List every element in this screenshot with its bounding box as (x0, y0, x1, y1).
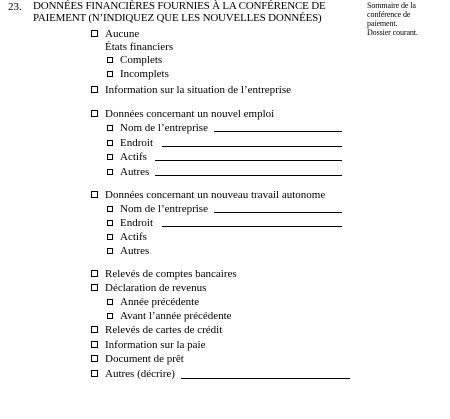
option-complets[interactable] (107, 54, 162, 67)
section-number: 23. (8, 1, 22, 13)
checkbox[interactable] (91, 30, 98, 37)
option-label: Information sur la situation de l’entreprise (105, 84, 292, 96)
checkbox[interactable] (91, 355, 98, 362)
option-emploi-autres[interactable] (107, 166, 149, 179)
option-document-pret[interactable] (91, 353, 184, 366)
option-label: Aucune (105, 28, 140, 40)
option-emploi-actifs[interactable] (107, 151, 147, 164)
checkbox[interactable] (107, 206, 113, 212)
checkbox[interactable] (107, 313, 113, 319)
option-label: Données concernant un nouveau travail autonome (105, 189, 326, 201)
checkbox[interactable] (91, 270, 98, 277)
option-releves-bancaires[interactable] (91, 268, 237, 281)
option-etats-financiers-label: États financiers (105, 41, 174, 53)
option-label: Document de prêt (105, 353, 184, 365)
emploi-nom-line[interactable] (214, 131, 342, 132)
option-emploi-nom[interactable] (107, 122, 208, 135)
option-incomplets[interactable] (107, 68, 169, 81)
sidenote-line-3: paiement. (367, 19, 398, 28)
option-information-situation[interactable] (91, 84, 291, 97)
option-autres-decrire[interactable] (91, 368, 175, 381)
checkbox[interactable] (91, 191, 98, 198)
section-heading (33, 1, 353, 24)
option-label: Nom de l’entreprise (120, 122, 208, 134)
option-label: Complets (120, 54, 163, 66)
option-label: Actifs (120, 151, 147, 163)
option-label: Relevés de comptes bancaires (105, 268, 237, 280)
option-label: Endroit (120, 217, 153, 229)
option-travail-autonome[interactable] (91, 189, 325, 202)
option-autonome-nom[interactable] (107, 203, 208, 216)
option-label: Données concernant un nouvel emploi (105, 108, 275, 120)
sidenote-line-1: Sommaire de la (367, 1, 416, 10)
option-autonome-endroit[interactable] (107, 217, 153, 230)
checkbox[interactable] (107, 71, 113, 77)
emploi-actifs-line[interactable] (155, 160, 342, 161)
autonome-nom-line[interactable] (214, 212, 342, 213)
option-label: Actifs (120, 231, 147, 243)
option-declaration-revenus[interactable] (91, 282, 206, 295)
option-label: Avant l’année précédente (120, 310, 232, 322)
checkbox[interactable] (107, 220, 113, 226)
option-label: Déclaration de revenus (105, 282, 207, 294)
autres-decrire-line[interactable] (181, 378, 350, 379)
checkbox[interactable] (91, 86, 98, 93)
sidenote (367, 1, 449, 37)
option-autonome-autres[interactable] (107, 245, 149, 258)
option-label: Autres (décrire) (105, 368, 175, 380)
emploi-autres-line[interactable] (155, 175, 342, 176)
option-label: Endroit (120, 137, 153, 149)
option-autonome-actifs[interactable] (107, 231, 147, 244)
sidenote-line-4: Dossier courant. (367, 28, 418, 37)
heading-line-1: DONNÉES FINANCIÈRES FOURNIES À LA CONFÉRENCE DE (33, 0, 326, 12)
checkbox[interactable] (91, 110, 98, 117)
checkbox[interactable] (91, 326, 98, 333)
option-label: Incomplets (120, 68, 169, 80)
checkbox[interactable] (107, 154, 113, 160)
checkbox[interactable] (107, 169, 113, 175)
option-label: Relevés de cartes de crédit (105, 324, 223, 336)
emploi-endroit-line[interactable] (162, 146, 342, 147)
option-label: Autres (120, 166, 150, 178)
checkbox[interactable] (107, 248, 113, 254)
checkbox[interactable] (91, 284, 98, 291)
checkbox[interactable] (107, 125, 113, 131)
option-information-paie[interactable] (91, 339, 206, 352)
checkbox[interactable] (91, 341, 98, 348)
option-label: Autres (120, 245, 150, 257)
option-emploi-endroit[interactable] (107, 137, 153, 150)
option-label: Nom de l’entreprise (120, 203, 208, 215)
checkbox[interactable] (107, 234, 113, 240)
checkbox[interactable] (107, 140, 113, 146)
option-aucune[interactable] (91, 28, 139, 41)
option-label: Information sur la paie (105, 339, 206, 351)
checkbox[interactable] (107, 299, 113, 305)
checkbox[interactable] (107, 57, 113, 63)
heading-line-2: PAIEMENT (N’INDIQUEZ QUE LES NOUVELLES DONNÉES) (33, 11, 322, 24)
option-avant-annee[interactable] (107, 310, 232, 323)
checkbox[interactable] (91, 370, 98, 377)
option-annee-precedente[interactable] (107, 296, 199, 309)
sidenote-line-2: conférence de (367, 10, 411, 19)
option-nouvel-emploi[interactable] (91, 108, 274, 121)
option-label: Année précédente (120, 296, 200, 308)
option-releves-credit[interactable] (91, 324, 222, 337)
autonome-endroit-line[interactable] (162, 226, 342, 227)
